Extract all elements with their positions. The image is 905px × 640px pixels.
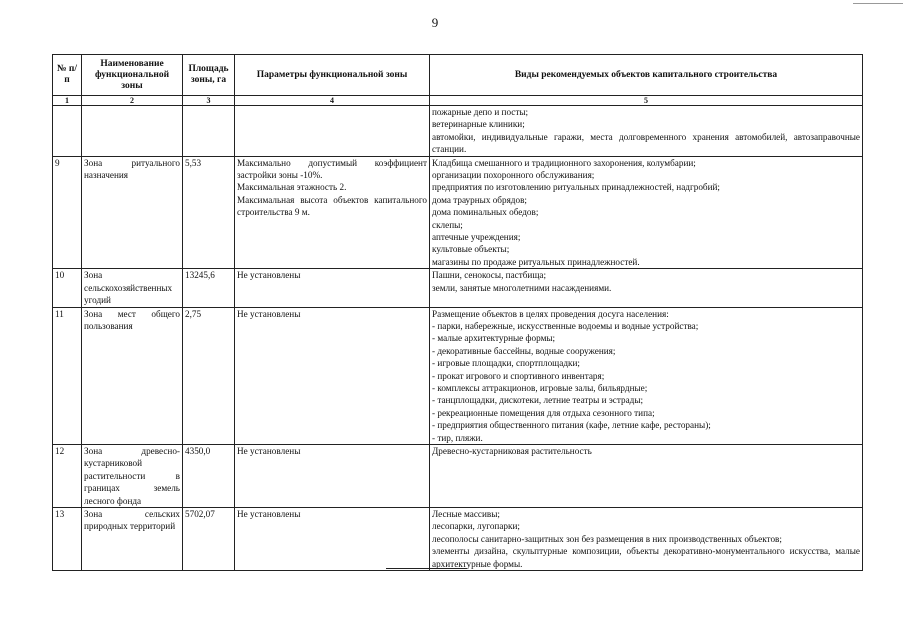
object-item: - комплексы аттракционов, игровые залы, бильярдные; bbox=[432, 382, 648, 393]
header-objects: Виды рекомендуемых объектов капитального строительства bbox=[430, 55, 863, 96]
zone-name-cell: Зона древесно-кустарниковой растительности в границах земель лесного фонда bbox=[82, 444, 183, 507]
header-area: Площадь зоны, га bbox=[183, 55, 235, 96]
row-number-cell: 11 bbox=[53, 307, 82, 444]
column-number: 2 bbox=[82, 96, 183, 106]
row-number-cell: 12 bbox=[53, 444, 82, 507]
row-number-cell: 9 bbox=[53, 156, 82, 269]
column-number: 3 bbox=[183, 96, 235, 106]
param-line: Не установлены bbox=[237, 509, 301, 519]
header-name: Наименование функциональной зоны bbox=[82, 55, 183, 96]
object-item: - рекреационные помещения для отдыха сезонного типа; bbox=[432, 407, 655, 418]
object-item: лесополосы санитарно-защитных зон без размещения в них производственных объектов; bbox=[432, 533, 782, 544]
page-number: 9 bbox=[431, 15, 439, 30]
object-item: - декоративные бассейны, водные сооружения; bbox=[432, 345, 616, 356]
zone-params-cell bbox=[235, 106, 430, 157]
zones-table bbox=[52, 54, 863, 571]
recommended-objects-cell bbox=[430, 156, 863, 269]
zone-params-cell bbox=[235, 307, 430, 444]
zone-params-cell bbox=[235, 269, 430, 307]
column-number: 5 bbox=[430, 96, 863, 106]
header-params: Параметры функциональной зоны bbox=[235, 55, 430, 96]
param-line: Не установлены bbox=[237, 445, 301, 456]
column-number: 4 bbox=[235, 96, 430, 106]
zone-name-cell: Зона сельскохозяйственных угодий bbox=[82, 269, 183, 307]
object-item: пожарные депо и посты; bbox=[432, 107, 529, 117]
recommended-objects-cell bbox=[430, 269, 863, 307]
object-item: - предприятия общественного питания (кафе, летние кафе, рестораны); bbox=[432, 420, 711, 431]
object-item: лесопарки, лугопарки; bbox=[432, 521, 520, 532]
object-item: - прокат игрового и спортивного инвентаря; bbox=[432, 370, 605, 381]
zone-area-cell: 13245,6 bbox=[183, 269, 235, 307]
zone-params-cell bbox=[235, 508, 430, 571]
zone-name-cell: Зона мест общего пользования bbox=[82, 307, 183, 444]
object-item: Кладбища смешанного и традиционного захоронения, колумбарии; bbox=[432, 157, 696, 168]
bottom-rule bbox=[386, 568, 467, 569]
recommended-objects-cell bbox=[430, 508, 863, 571]
header-num: № п/п bbox=[53, 55, 82, 96]
object-item: склепы; bbox=[432, 219, 463, 230]
table-row bbox=[53, 307, 863, 444]
object-item: - парки, набережные, искусственные водоемы и водные устройства; bbox=[432, 320, 699, 331]
table-row bbox=[53, 156, 863, 269]
table-row bbox=[53, 106, 863, 157]
recommended-objects-cell bbox=[430, 106, 863, 157]
object-item: Древесно-кустарниковая растительность bbox=[432, 445, 592, 456]
object-item: организации похоронного обслуживания; bbox=[432, 170, 595, 181]
object-item: автомойки, индивидуальные гаражи, места долговременного хранения автомобилей, автозаправочные станции. bbox=[432, 131, 860, 155]
param-line: Максимально допустимый коэффициент застройки зоны -10%. bbox=[237, 157, 427, 181]
param-line: Максимальная высота объектов капитального строительства 9 м. bbox=[237, 194, 427, 218]
corner-mark bbox=[853, 3, 903, 4]
zone-params-cell bbox=[235, 444, 430, 507]
recommended-objects-cell bbox=[430, 307, 863, 444]
zone-area-cell: 5702,07 bbox=[183, 508, 235, 571]
zone-area-cell: 2,75 bbox=[183, 307, 235, 444]
object-item: предприятия по изготовлению ритуальных принадлежностей, надгробий; bbox=[432, 182, 720, 193]
table-row bbox=[53, 269, 863, 307]
zone-name-cell: Зона сельских природных территорий bbox=[82, 508, 183, 571]
object-item: Размещение объектов в целях проведения досуга населения: bbox=[432, 308, 669, 319]
zone-area-cell bbox=[183, 106, 235, 157]
zone-area-cell: 4350,0 bbox=[183, 444, 235, 507]
param-line: Максимальная этажность 2. bbox=[237, 182, 347, 193]
table-row bbox=[53, 508, 863, 571]
zone-params-cell bbox=[235, 156, 430, 269]
object-item: - малые архитектурные формы; bbox=[432, 333, 556, 344]
object-item: элементы дизайна, скульптурные композиции, объекты декоративно-монументального искусства, малые архитектурные формы. bbox=[432, 546, 860, 569]
param-line: Не установлены bbox=[237, 308, 301, 319]
object-item: дома поминальных обедов; bbox=[432, 207, 539, 218]
object-item: ветеринарные клиники; bbox=[432, 119, 525, 130]
column-number-row bbox=[53, 96, 863, 106]
zone-name-cell bbox=[82, 106, 183, 157]
object-item: - танцплощадки, дискотеки, летние театры и эстрады; bbox=[432, 395, 644, 406]
object-item: - игровые площадки, спортплощадки; bbox=[432, 358, 580, 369]
object-item: дома траурных обрядов; bbox=[432, 194, 527, 205]
table-body bbox=[53, 106, 863, 571]
zone-name-cell: Зона ритуального назначения bbox=[82, 156, 183, 269]
object-item: Пашни, сенокосы, пастбища; bbox=[432, 270, 547, 281]
row-number-cell: 13 bbox=[53, 508, 82, 571]
object-item: аптечные учреждения; bbox=[432, 232, 521, 243]
object-item: Лесные массивы; bbox=[432, 509, 500, 519]
table-row bbox=[53, 444, 863, 507]
param-line: Не установлены bbox=[237, 270, 301, 281]
recommended-objects-cell bbox=[430, 444, 863, 507]
row-number-cell bbox=[53, 106, 82, 157]
object-item: земли, занятые многолетними насаждениями. bbox=[432, 282, 612, 293]
zone-area-cell: 5,53 bbox=[183, 156, 235, 269]
object-item: магазины по продаже ритуальных принадлежностей. bbox=[432, 256, 640, 267]
row-number-cell: 10 bbox=[53, 269, 82, 307]
object-item: - тир, пляжи. bbox=[432, 432, 483, 443]
object-item: культовые объекты; bbox=[432, 244, 510, 255]
header-row bbox=[53, 55, 863, 96]
column-number: 1 bbox=[53, 96, 82, 106]
